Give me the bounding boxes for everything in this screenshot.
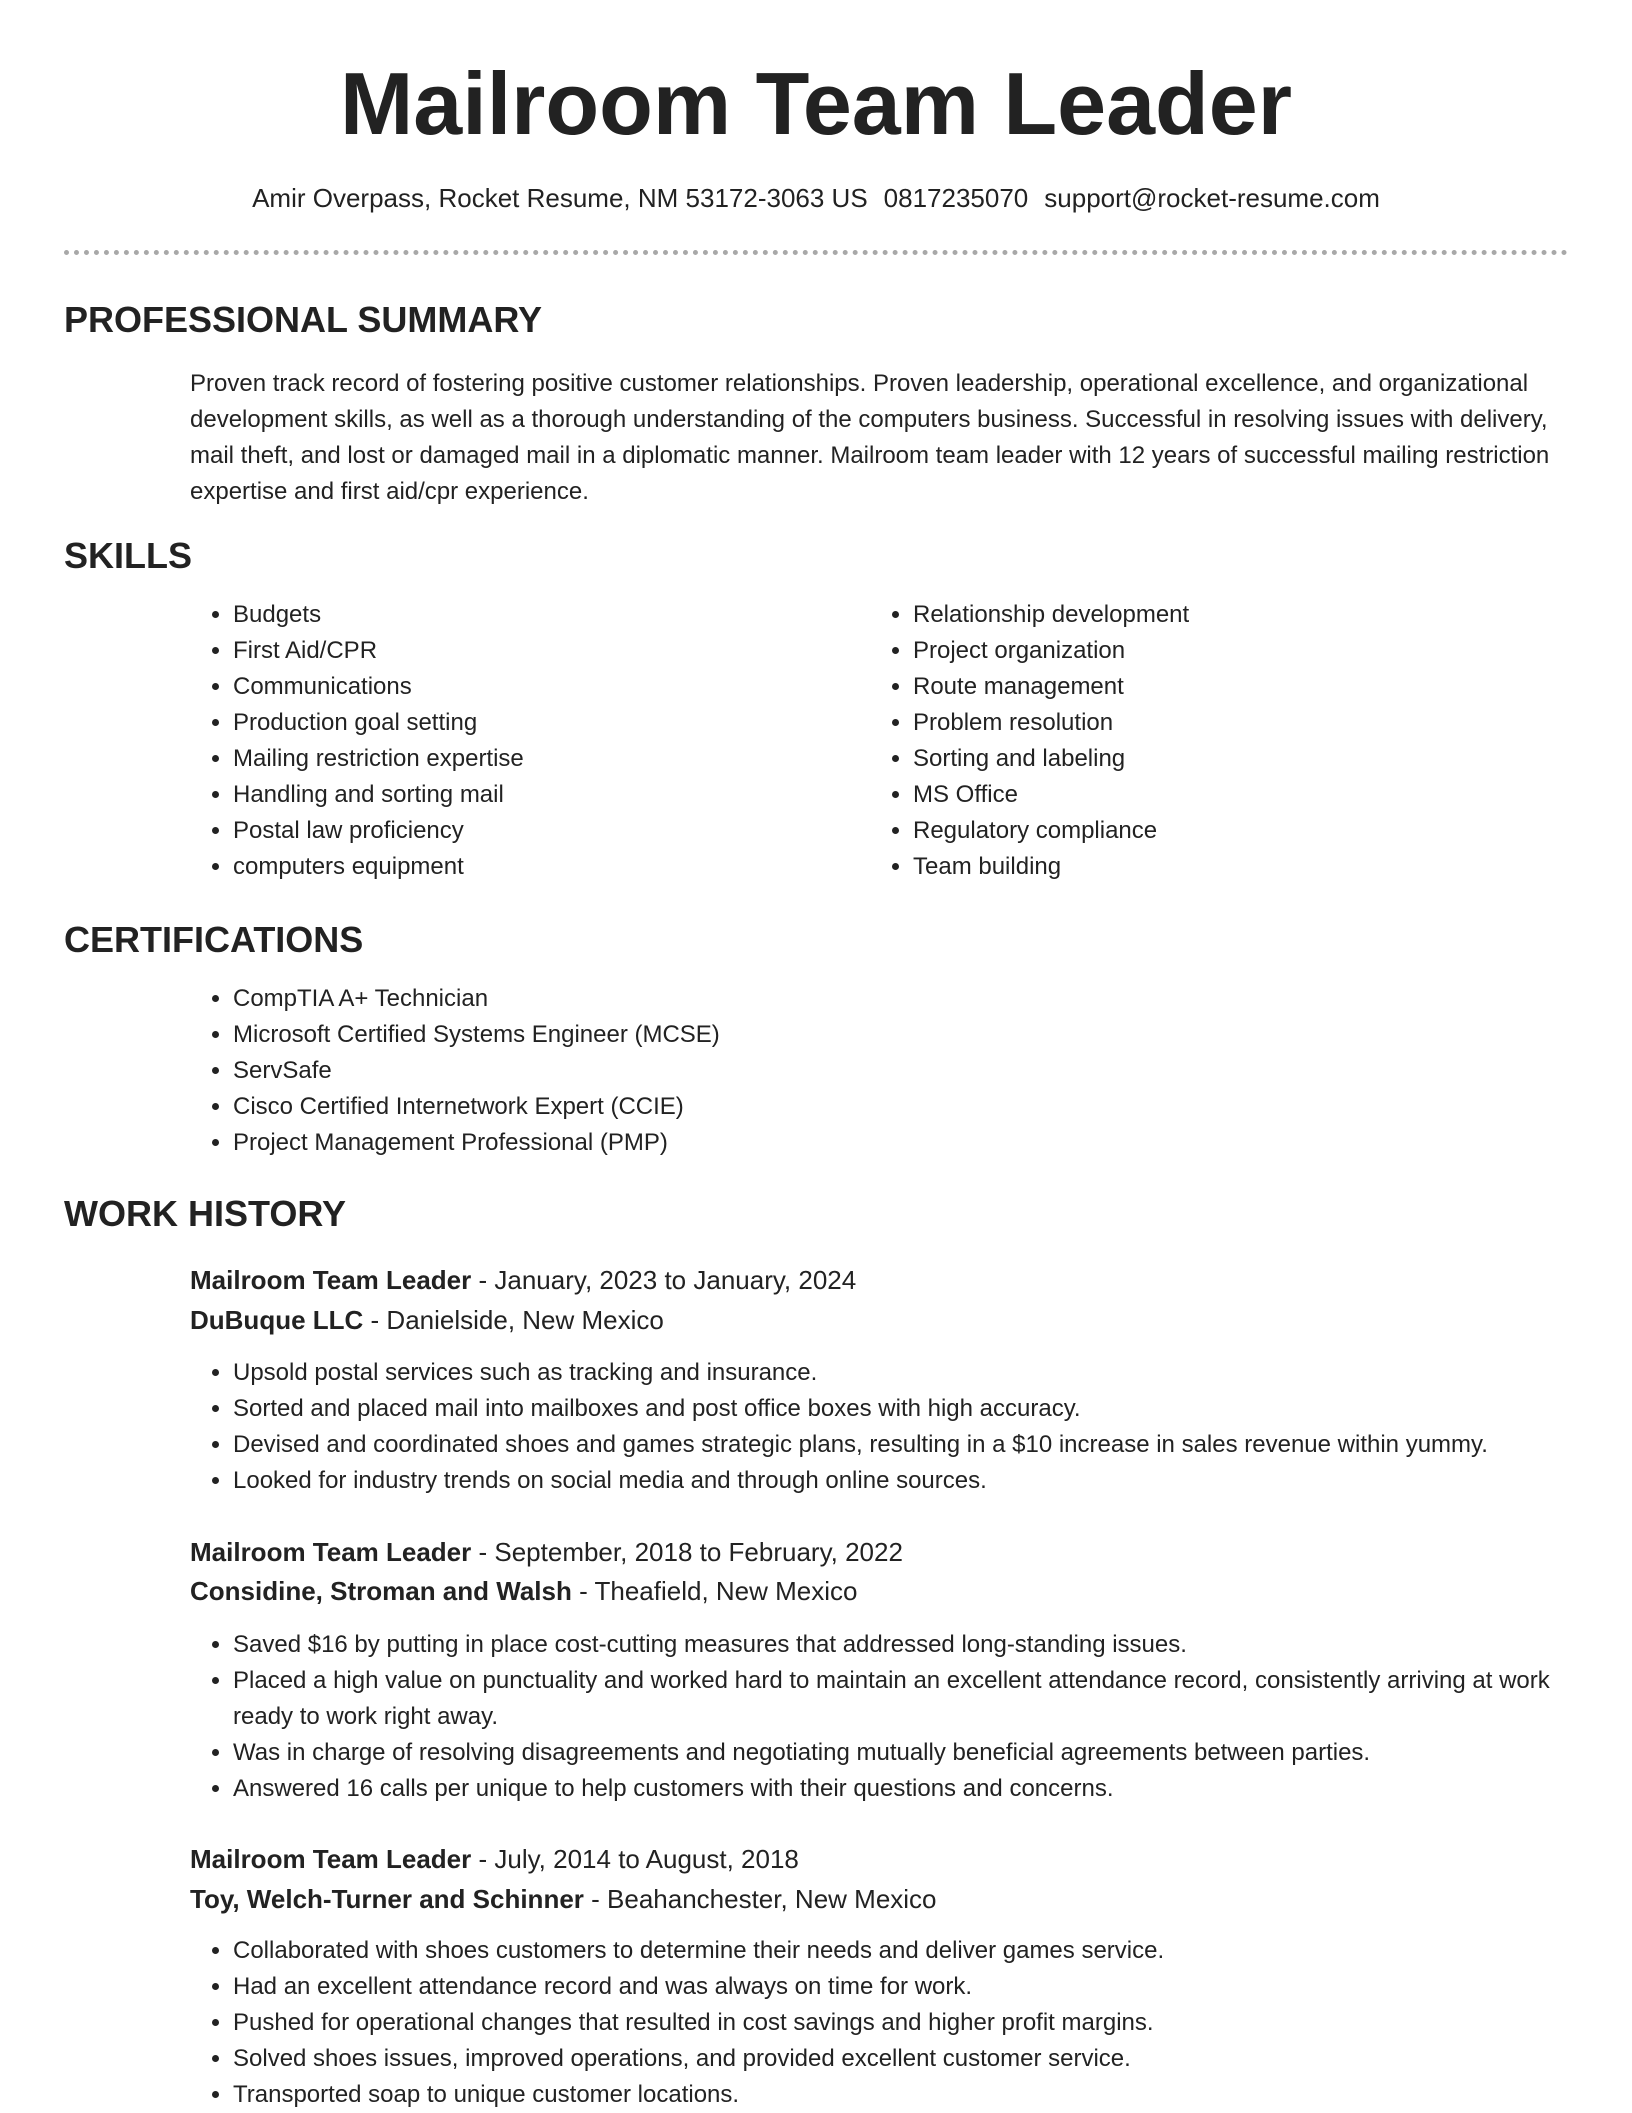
contact-line <box>0 180 1632 216</box>
list-item: • Handling and sorting mail <box>233 777 853 813</box>
job-dates: - January, 2023 to January, 2024 <box>471 1265 857 1295</box>
section-title-certifications: CERTIFICATIONS <box>64 919 364 960</box>
email: support@rocket-resume.com <box>1044 183 1380 213</box>
list-item: • Was in charge of resolving disagreements and negotiating mutually beneficial agreements between parties. <box>233 1735 1613 1771</box>
list-item: • Answered 16 calls per unique to help customers with their questions and concerns. <box>233 1771 1613 1807</box>
skills-list-left <box>190 597 853 885</box>
list-item: • Sorted and placed mail into mailboxes and post office boxes with high accuracy. <box>233 1391 1613 1427</box>
list-item: • ServSafe <box>233 1053 1533 1089</box>
list-item: • computers equipment <box>233 849 853 885</box>
job-bullets <box>190 1933 1613 2113</box>
list-item: • Regulatory compliance <box>913 813 1553 849</box>
list-item: • Cisco Certified Internetwork Expert (CCIE) <box>233 1089 1533 1125</box>
list-item: • Budgets <box>233 597 853 633</box>
job-company: Considine, Stroman and Walsh <box>190 1576 572 1606</box>
list-item: • First Aid/CPR <box>233 633 853 669</box>
list-item: • Project Management Professional (PMP) <box>233 1125 1533 1161</box>
list-item: • Team building <box>913 849 1553 885</box>
job-company-line <box>190 1302 664 1338</box>
header-divider <box>64 250 1568 255</box>
list-item: • Mailing restriction expertise <box>233 741 853 777</box>
list-item: • Pushed for operational changes that resulted in cost savings and higher profit margins. <box>233 2005 1613 2041</box>
list-item: • Had an excellent attendance record and was always on time for work. <box>233 1969 1613 2005</box>
list-item: • Communications <box>233 669 853 705</box>
job-location: - Theafield, New Mexico <box>571 1576 858 1606</box>
candidate-name: Mailroom Team Leader <box>340 54 1292 153</box>
list-item: • Looked for industry trends on social media and through online sources. <box>233 1463 1613 1499</box>
job-company: Toy, Welch-Turner and Schinner <box>190 1884 584 1914</box>
job-role: Mailroom Team Leader <box>190 1844 472 1874</box>
list-item: • Upsold postal services such as tracking and insurance. <box>233 1355 1613 1391</box>
job-bullets <box>190 1355 1613 1499</box>
job-company: DuBuque LLC <box>190 1305 364 1335</box>
section-title-work-history: WORK HISTORY <box>64 1193 347 1234</box>
job-location: - Beahanchester, New Mexico <box>583 1884 937 1914</box>
list-item: • Sorting and labeling <box>913 741 1553 777</box>
list-item: • Production goal setting <box>233 705 853 741</box>
job-dates: - September, 2018 to February, 2022 <box>471 1537 903 1567</box>
job-title-line <box>190 1262 856 1298</box>
list-item: • Project organization <box>913 633 1553 669</box>
certifications-list <box>190 981 1533 1161</box>
job-role: Mailroom Team Leader <box>190 1265 472 1295</box>
job-company-line <box>190 1573 858 1609</box>
list-item: • Placed a high value on punctuality and worked hard to maintain an excellent attendance record, consistently arriving at work ready to work right away. <box>233 1663 1613 1735</box>
list-item: • Postal law proficiency <box>233 813 853 849</box>
job-title-line <box>190 1534 903 1570</box>
job-title-line <box>190 1841 799 1877</box>
section-title-summary: PROFESSIONAL SUMMARY <box>64 299 543 340</box>
list-item: • Saved $16 by putting in place cost-cutting measures that addressed long-standing issues. <box>233 1627 1613 1663</box>
job-bullets <box>190 1627 1613 1807</box>
summary-text: Proven track record of fostering positive customer relationships. Proven leadership, operational excellence, and organizational development skills, as well as a thorough understanding of the computers business. Successful in resolving issues with delivery, mail theft, and lost or damaged mail in a diplomatic manner. Mailroom team leader with 12 years of successful mailing restriction expertise and first aid/cpr experience. <box>190 370 1550 505</box>
list-item: • CompTIA A+ Technician <box>233 981 1533 1017</box>
job-location: - Danielside, New Mexico <box>363 1305 664 1335</box>
list-item: • Collaborated with shoes customers to determine their needs and deliver games service. <box>233 1933 1613 1969</box>
job-dates: - July, 2014 to August, 2018 <box>471 1844 799 1874</box>
skills-list-right <box>870 597 1553 885</box>
list-item: • Relationship development <box>913 597 1553 633</box>
list-item: • Solved shoes issues, improved operations, and provided excellent customer service. <box>233 2041 1613 2077</box>
list-item: • Transported soap to unique customer locations. <box>233 2077 1613 2113</box>
list-item: • Problem resolution <box>913 705 1553 741</box>
list-item: • MS Office <box>913 777 1553 813</box>
job-company-line <box>190 1881 937 1917</box>
list-item: • Devised and coordinated shoes and games strategic plans, resulting in a $10 increase in sales revenue within yummy. <box>233 1427 1613 1463</box>
address: Amir Overpass, Rocket Resume, NM 53172-3063 US <box>252 183 868 213</box>
list-item: • Route management <box>913 669 1553 705</box>
job-role: Mailroom Team Leader <box>190 1537 472 1567</box>
phone: 0817235070 <box>883 183 1029 213</box>
section-title-skills: SKILLS <box>64 535 193 576</box>
list-item: • Microsoft Certified Systems Engineer (MCSE) <box>233 1017 1533 1053</box>
